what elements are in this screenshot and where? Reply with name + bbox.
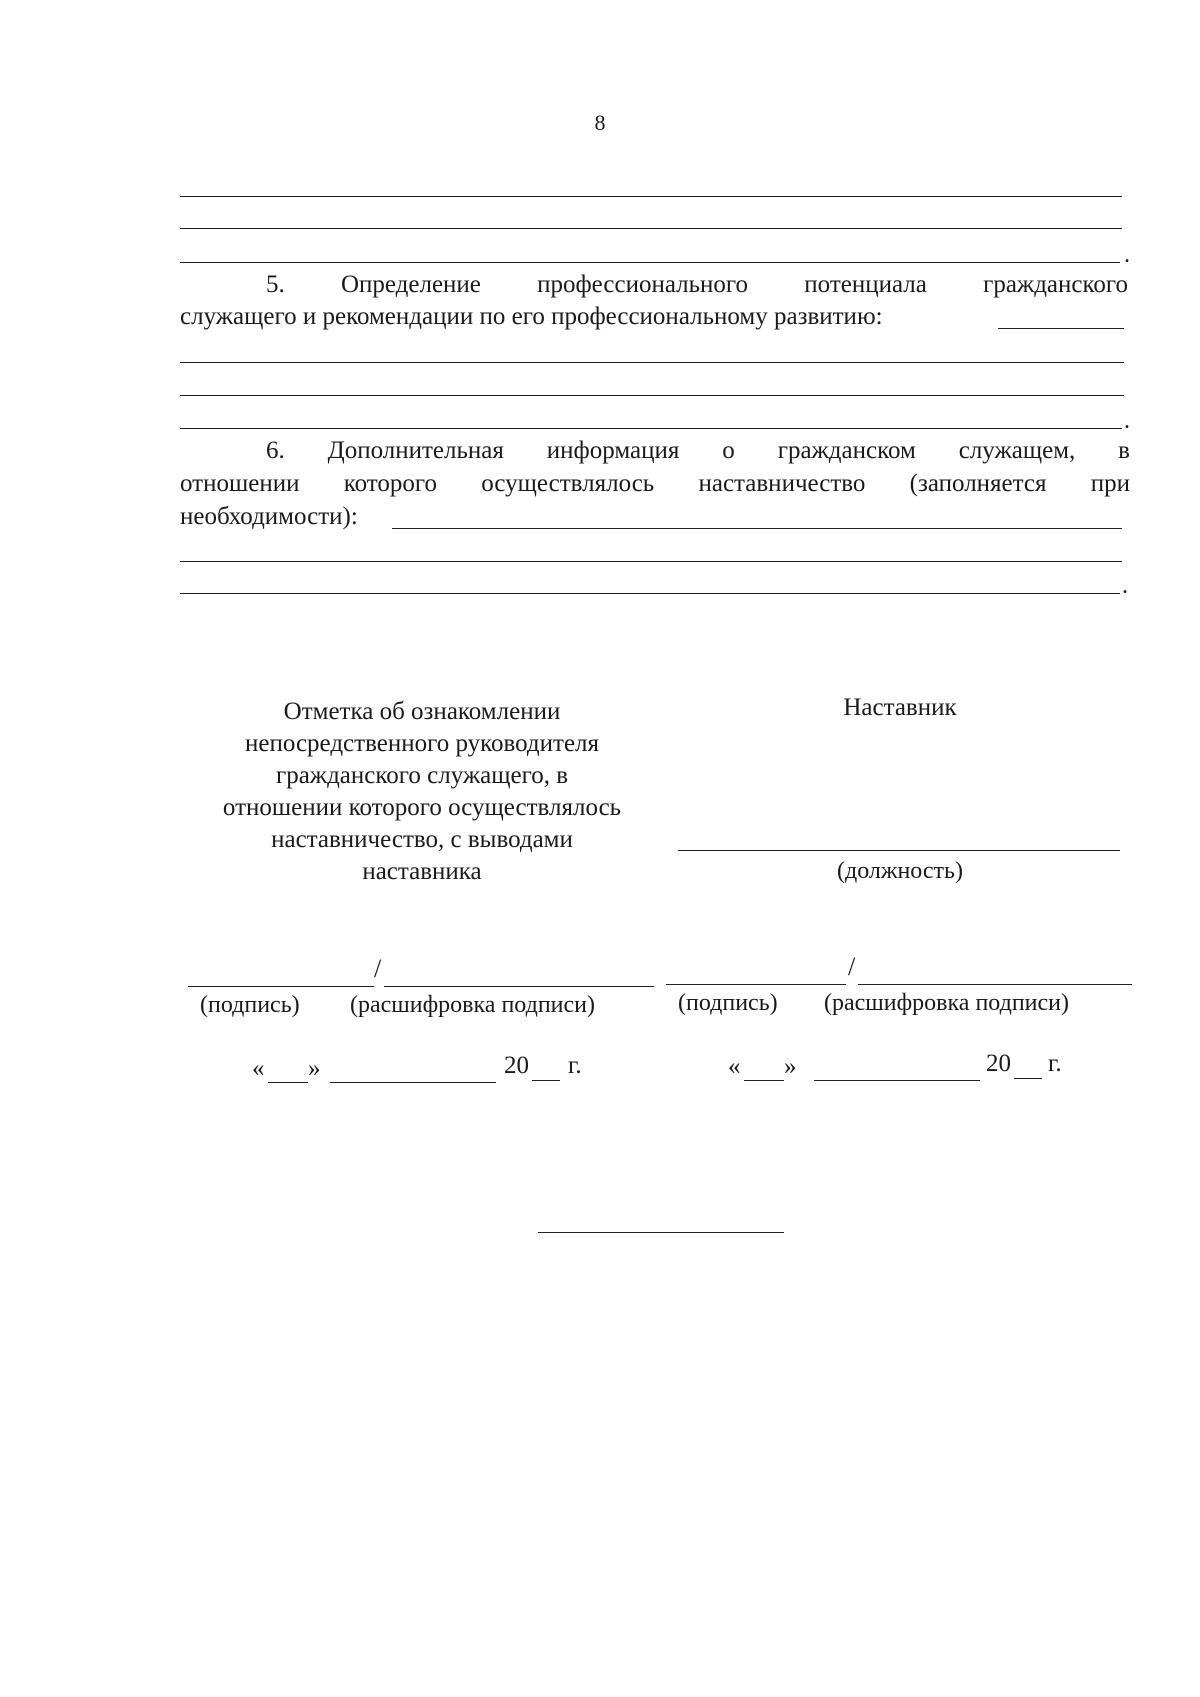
blank-line[interactable] [180,228,1122,229]
right-date-close-quote: » [784,1053,797,1080]
right-date-year-suffix: г. [1048,1050,1062,1077]
right-date-year-prefix: 20 [986,1050,1011,1077]
left-date-year-prefix: 20 [504,1052,529,1079]
right-date-year-line[interactable] [1014,1078,1042,1079]
blank-line[interactable] [180,395,1124,396]
blank-line[interactable] [180,593,1120,594]
blank-line[interactable] [392,528,1122,529]
left-date-close-quote: » [308,1055,321,1082]
right-transcript-caption: (расшифровка подписи) [824,990,1069,1016]
end-period: . [1124,242,1130,268]
mentor-position-caption: (должность) [837,858,963,884]
blank-line[interactable] [180,262,1120,263]
left-signature-slash: / [374,954,382,983]
left-signature-line[interactable] [188,986,374,987]
section-6-line-3: необходимости): [180,503,358,530]
left-date-open-quote: « [252,1055,265,1082]
right-signature-line[interactable] [666,984,846,985]
end-period: . [1124,408,1130,434]
end-period: . [1122,573,1128,599]
left-date-day-line[interactable] [268,1082,308,1083]
left-date-month-line[interactable] [330,1082,496,1083]
left-date-year-line[interactable] [532,1080,560,1081]
left-signature-caption: (подпись) [200,992,300,1018]
section-6-line-2: отношении которого осуществлялось наставничество (заполняется при [180,470,1130,497]
right-date-day-line[interactable] [744,1080,784,1081]
acknowledgement-note: Отметка об ознакомлении непосредственного руководителя гражданского служащего, в отношении которого осуществлялось наставничество, с выводами наставника [222,698,622,885]
section-5-line-1: 5. Определение профессионального потенциала гражданского [266,271,1128,298]
blank-line[interactable] [180,561,1122,562]
left-transcript-caption: (расшифровка подписи) [350,992,595,1018]
blank-line[interactable] [180,428,1122,429]
left-transcript-line[interactable] [384,986,654,987]
mentor-position-line[interactable] [678,850,1120,851]
mentor-title: Наставник [843,694,957,721]
right-transcript-line[interactable] [858,984,1132,985]
left-date-year-suffix: г. [568,1052,582,1079]
blank-line[interactable] [180,362,1124,363]
blank-line[interactable] [180,196,1122,197]
blank-line[interactable] [998,328,1124,329]
right-signature-slash: / [848,952,856,981]
section-6-line-1: 6. Дополнительная информация о гражданском служащем, в [266,437,1130,464]
right-signature-caption: (подпись) [678,990,778,1016]
page-number: 8 [594,110,606,135]
document-end-separator [538,1232,784,1233]
right-date-open-quote: « [728,1053,741,1080]
right-date-month-line[interactable] [814,1080,980,1081]
section-5-line-2: служащего и рекомендации по его профессиональному развитию: [180,303,883,330]
